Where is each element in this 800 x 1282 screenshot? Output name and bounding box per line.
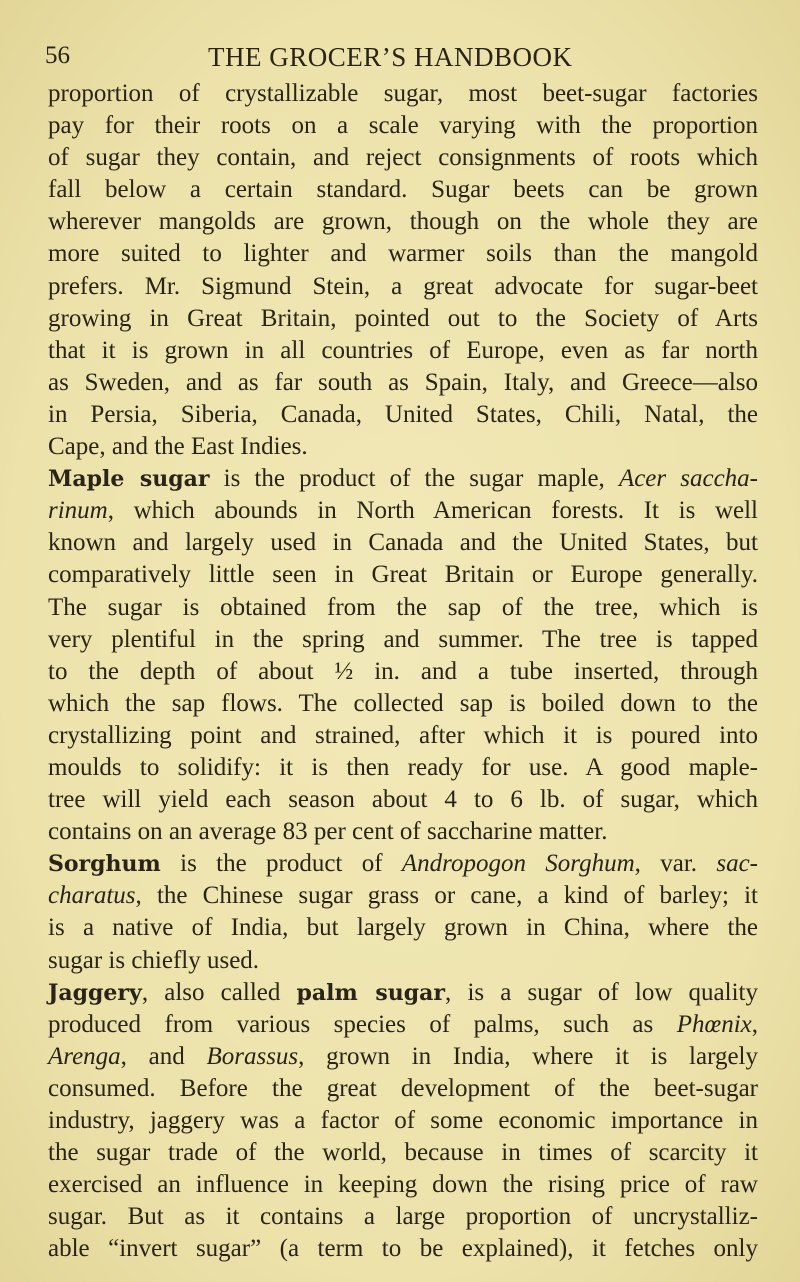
- text-line: [48, 431, 758, 463]
- text-segment: wherever mangolds are grown, though on the whole they are: [48, 208, 758, 236]
- text-line: [48, 399, 758, 431]
- text-segment: more suited to lighter and warmer soils than the mangold: [48, 240, 758, 268]
- text-segment: the sugar trade of the world, because in times of scarcity it: [48, 1139, 758, 1167]
- text-segment: sugar is chiefly used.: [48, 946, 260, 974]
- text-segment: moulds to solidify: it is then ready for use. A good maple-: [48, 753, 758, 781]
- text-line: [48, 1201, 758, 1233]
- text-segment: , the Chinese sugar grass or cane, a kind of barley; it: [135, 882, 758, 910]
- text-line: [48, 527, 758, 559]
- text-line: [48, 1041, 758, 1073]
- text-line: [48, 1105, 758, 1137]
- text-line: [48, 880, 758, 912]
- bold-term: Jaggery: [48, 979, 142, 1006]
- text-segment: produced from various species of palms, such as: [48, 1010, 677, 1038]
- text-line: [48, 78, 758, 110]
- text-line: [48, 945, 758, 977]
- text-line: [48, 1233, 758, 1265]
- text-segment: which the sap flows. The collected sap is boiled down to the: [48, 689, 758, 717]
- text-line: [48, 271, 758, 303]
- text-segment: growing in Great Britain, pointed out to the Society of Arts: [48, 304, 758, 332]
- text-line: [48, 174, 758, 206]
- text-segment: fall below a certain standard. Sugar beets can be grown: [48, 176, 758, 204]
- text-line: [48, 303, 758, 335]
- text-segment: ,: [751, 1010, 758, 1038]
- running-title: THE GROCER’S HANDBOOK: [208, 42, 573, 72]
- text-line: [48, 816, 758, 848]
- text-segment: prefers. Mr. Sigmund Stein, a great advocate for sugar-beet: [48, 272, 758, 300]
- text-segment: crystallizing point and strained, after which it is poured into: [48, 721, 758, 749]
- text-segment: contains on an average 83 per cent of saccharine matter.: [48, 818, 608, 846]
- text-segment: consumed. Before the great development of the beet-sugar: [48, 1074, 758, 1102]
- text-line: [48, 848, 758, 880]
- text-segment: pay for their roots on a scale varying with the proportion: [48, 112, 758, 140]
- italic-term: rinum: [48, 497, 108, 525]
- text-line: [48, 624, 758, 656]
- text-segment: sugar. But as it contains a large proportion of uncrystalliz-: [48, 1203, 758, 1231]
- text-segment: , grown in India, where it is largely: [298, 1042, 758, 1070]
- text-segment: is the product of: [160, 850, 402, 878]
- text-line: [48, 784, 758, 816]
- text-line: [48, 335, 758, 367]
- italic-term: Arenga: [48, 1042, 121, 1070]
- text-segment: exercised an influence in keeping down the rising price of raw: [48, 1171, 758, 1199]
- text-line: [48, 752, 758, 784]
- text-segment: tree will yield each season about 4 to 6 lb. of sugar, which: [48, 786, 758, 814]
- text-line: [48, 206, 758, 238]
- text-segment: as Sweden, and as far south as Spain, Italy, and Greece—also: [48, 368, 758, 396]
- text-line: [48, 977, 758, 1009]
- page-number: 56: [45, 42, 70, 69]
- italic-term: Andropogon Sorghum: [401, 850, 635, 878]
- italic-term: sac-: [716, 850, 758, 878]
- body-text: [48, 78, 758, 1265]
- text-line: [48, 1169, 758, 1201]
- text-line: [48, 367, 758, 399]
- text-segment: known and largely used in Canada and the United States, but: [48, 529, 758, 557]
- text-segment: in Persia, Siberia, Canada, United States, Chili, Natal, the: [48, 400, 758, 428]
- text-segment: to the depth of about ½ in. and a tube inserted, through: [48, 657, 758, 685]
- text-line: [48, 1073, 758, 1105]
- text-segment: Cape, and the East Indies.: [48, 433, 308, 461]
- text-segment: The sugar is obtained from the sap of the tree, which is: [48, 593, 758, 621]
- text-segment: proportion of crystallizable sugar, most beet-sugar factories: [48, 80, 758, 107]
- text-segment: , also called: [141, 978, 297, 1006]
- text-line: [48, 592, 758, 624]
- text-segment: , is a sugar of low quality: [445, 978, 758, 1006]
- text-segment: of sugar they contain, and reject consignments of roots which: [48, 144, 758, 172]
- text-line: [48, 238, 758, 270]
- text-segment: , and: [120, 1042, 207, 1070]
- text-line: [48, 912, 758, 944]
- italic-term: charatus: [48, 882, 136, 910]
- text-segment: very plentiful in the spring and summer. The tree is tapped: [48, 625, 758, 653]
- text-segment: comparatively little seen in Great Britain or Europe generally.: [48, 561, 758, 589]
- text-segment: is the product of the sugar maple,: [209, 465, 619, 493]
- text-line: [48, 559, 758, 591]
- running-header: [0, 42, 800, 82]
- text-line: [48, 110, 758, 142]
- text-segment: is a native of India, but largely grown in China, where the: [48, 914, 758, 942]
- text-line: [48, 1137, 758, 1169]
- text-line: [48, 463, 758, 495]
- text-segment: that it is grown in all countries of Europe, even as far north: [48, 336, 758, 364]
- text-segment: industry, jaggery was a factor of some economic importance in: [48, 1107, 758, 1134]
- text-segment: , which abounds in North American forests. It is well: [107, 497, 758, 525]
- italic-term: Phœnix: [676, 1010, 752, 1038]
- text-segment: , var.: [634, 850, 717, 878]
- bold-term: palm sugar: [296, 979, 446, 1006]
- text-line: [48, 688, 758, 720]
- italic-term: Acer saccha-: [618, 465, 758, 493]
- text-line: [48, 1009, 758, 1041]
- text-line: [48, 142, 758, 174]
- text-segment: able “invert sugar” (a term to be explained), it fetches only: [48, 1235, 758, 1263]
- text-line: [48, 495, 758, 527]
- italic-term: Borassus: [206, 1042, 299, 1070]
- bold-term: Sorghum: [48, 851, 161, 878]
- text-line: [48, 720, 758, 752]
- text-line: [48, 656, 758, 688]
- bold-term: Maple sugar: [48, 466, 210, 493]
